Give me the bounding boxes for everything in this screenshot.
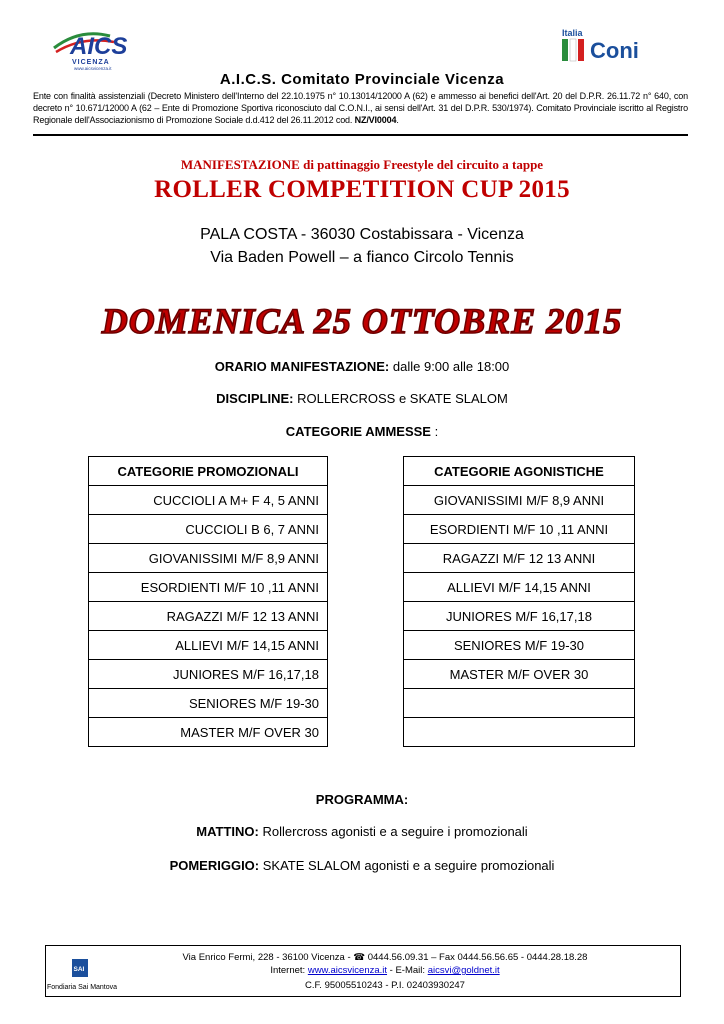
website-link[interactable]: www.aicsvicenza.it <box>307 965 388 976</box>
table-row <box>404 660 635 689</box>
table-row <box>89 544 328 573</box>
email-label: - E-Mail: <box>389 965 426 976</box>
org-registry-code: NZ/VI0004 <box>354 115 397 125</box>
svg-text:Italia: Italia <box>562 28 583 38</box>
svg-text:SAI: SAI <box>73 966 85 973</box>
schedule-label: ORARIO MANIFESTAZIONE: <box>214 359 390 374</box>
coni-logo <box>560 26 670 66</box>
table-cell: GIOVANISSIMI M/F 8,9 ANNI <box>404 486 635 515</box>
table-row <box>89 515 328 544</box>
table-row <box>404 544 635 573</box>
table-row <box>89 689 328 718</box>
sponsor-label: Fondiaria Sai Mantova <box>47 984 118 991</box>
table-row <box>404 486 635 515</box>
table-cell: CUCCIOLI B 6, 7 ANNI <box>89 515 328 544</box>
table-cell: MASTER M/F OVER 30 <box>404 660 635 689</box>
org-title: A.I.C.S. Comitato Provinciale Vicenza <box>219 71 505 88</box>
schedule-line <box>0 359 724 374</box>
table-cell: GIOVANISSIMI M/F 8,9 ANNI <box>89 544 328 573</box>
table-cell: ESORDIENTI M/F 10 ,11 ANNI <box>89 573 328 602</box>
disciplines-value: ROLLERCROSS e SKATE SLALOM <box>297 391 508 406</box>
disciplines-line <box>0 391 724 406</box>
table-row <box>404 515 635 544</box>
internet-label: Internet: <box>270 965 306 976</box>
table-cell: JUNIORES M/F 16,17,18 <box>404 602 635 631</box>
aics-logo <box>50 22 132 72</box>
table-row <box>89 602 328 631</box>
event-date: DOMENICA 25 OTTOBRE 2015 <box>101 301 623 341</box>
svg-text:Coni: Coni <box>590 38 639 63</box>
afternoon-label: POMERIGGIO: <box>169 858 260 873</box>
email-link[interactable]: aicsvi@goldnet.it <box>427 965 500 976</box>
morning-program <box>0 824 724 839</box>
table-row <box>404 689 635 718</box>
footer-address: Via Enrico Fermi, 228 - 36100 Vicenza - ☎ 0444.56.09.31 – Fax 0444.56.56.65 - 0444.28.18.28 <box>182 952 588 963</box>
morning-value: Rollercross agonisti e a seguire i promozionali <box>262 824 528 839</box>
table-row <box>404 631 635 660</box>
table-row <box>89 486 328 515</box>
competitive-categories-header: CATEGORIE AGONISTICHE <box>404 457 635 486</box>
table-row <box>404 602 635 631</box>
footer-fiscal-codes: C.F. 95005510243 - P.I. 02403930247 <box>305 980 465 991</box>
table-cell: SENIORES M/F 19-30 <box>89 689 328 718</box>
categories-heading <box>0 424 724 439</box>
event-subtitle: MANIFESTAZIONE di pattinaggio Freestyle del circuito a tappe <box>180 157 544 172</box>
venue-directions: Via Baden Powell – a fianco Circolo Tennis <box>210 249 514 266</box>
categories-heading-label: CATEGORIE AMMESSE <box>285 424 431 439</box>
table-cell <box>404 718 635 747</box>
table-cell: JUNIORES M/F 16,17,18 <box>89 660 328 689</box>
footer-contacts <box>100 965 670 977</box>
table-row <box>89 718 328 747</box>
categories-heading-suffix: : <box>434 424 439 439</box>
disciplines-label: DISCIPLINE: <box>216 391 294 406</box>
svg-text:VICENZA: VICENZA <box>72 59 110 66</box>
table-cell <box>404 689 635 718</box>
table-row <box>89 573 328 602</box>
table-row <box>89 631 328 660</box>
schedule-value: dalle 9:00 alle 18:00 <box>392 359 510 374</box>
promotional-categories-header: CATEGORIE PROMOZIONALI <box>89 457 328 486</box>
afternoon-value: SKATE SLALOM agonisti e a seguire promozionali <box>262 858 555 873</box>
afternoon-program <box>0 858 724 873</box>
table-cell: MASTER M/F OVER 30 <box>89 718 328 747</box>
program-heading: PROGRAMMA: <box>315 792 409 807</box>
table-cell: ALLIEVI M/F 14,15 ANNI <box>89 631 328 660</box>
table-cell: ALLIEVI M/F 14,15 ANNI <box>404 573 635 602</box>
promotional-categories-table <box>88 456 328 747</box>
org-description: Ente con finalità assistenziali (Decreto Ministero dell'Interno del 22.10.1975 n° 10.13014/12000 A (62) e ammesso ai benefici dell'Art. 20 del D.P.R. 26.11.72 n° 640, con decreto n° 10.671/12000 A (62 – Ente di Promozione Sportiva riconosciuto dal C.O.N.I., ai sensi dell'Art. 31 del D.P.R. 530/1974). Comitato Provinciale iscritto al Registro Regionale dell'Associazionismo di Promozione Sociale d.d.412 del 26.11.2012 cod. NZ/VI0004. <box>33 91 688 125</box>
org-description-text: Ente con finalità assistenziali (Decreto Ministero dell'Interno del 22.10.1975 n° 10.13014/12000 A (62) e ammesso ai benefici dell'Art. 20 del D.P.R. 26.11.72 n° 640, con decreto n° 10.671/12000 A (62 – Ente di Promozione Sportiva riconosciuto dal C.O.N.I., ai sensi dell'Art. 31 del D.P.R. 530/1974). Comitato Provinciale iscritto al Registro Regionale dell'Associazionismo di Promozione Sociale d.d.412 del 26.11.2012 cod. <box>33 91 688 125</box>
venue-address: PALA COSTA - 36030 Costabissara - Vicenza <box>200 226 524 243</box>
table-cell: RAGAZZI M/F 12 13 ANNI <box>404 544 635 573</box>
table-row <box>89 660 328 689</box>
event-title: ROLLER COMPETITION CUP 2015 <box>154 176 570 203</box>
table-cell: SENIORES M/F 19-30 <box>404 631 635 660</box>
table-row <box>404 718 635 747</box>
competitive-categories-table <box>403 456 635 747</box>
table-row <box>404 573 635 602</box>
table-cell: ESORDIENTI M/F 10 ,11 ANNI <box>404 515 635 544</box>
sponsor-logo <box>72 959 88 977</box>
svg-text:AICS: AICS <box>70 33 128 60</box>
table-cell: RAGAZZI M/F 12 13 ANNI <box>89 602 328 631</box>
svg-text:www.aicsvicenza.it: www.aicsvicenza.it <box>74 66 112 71</box>
header-divider <box>33 134 688 136</box>
table-cell: CUCCIOLI A M+ F 4, 5 ANNI <box>89 486 328 515</box>
morning-label: MATTINO: <box>196 824 259 839</box>
